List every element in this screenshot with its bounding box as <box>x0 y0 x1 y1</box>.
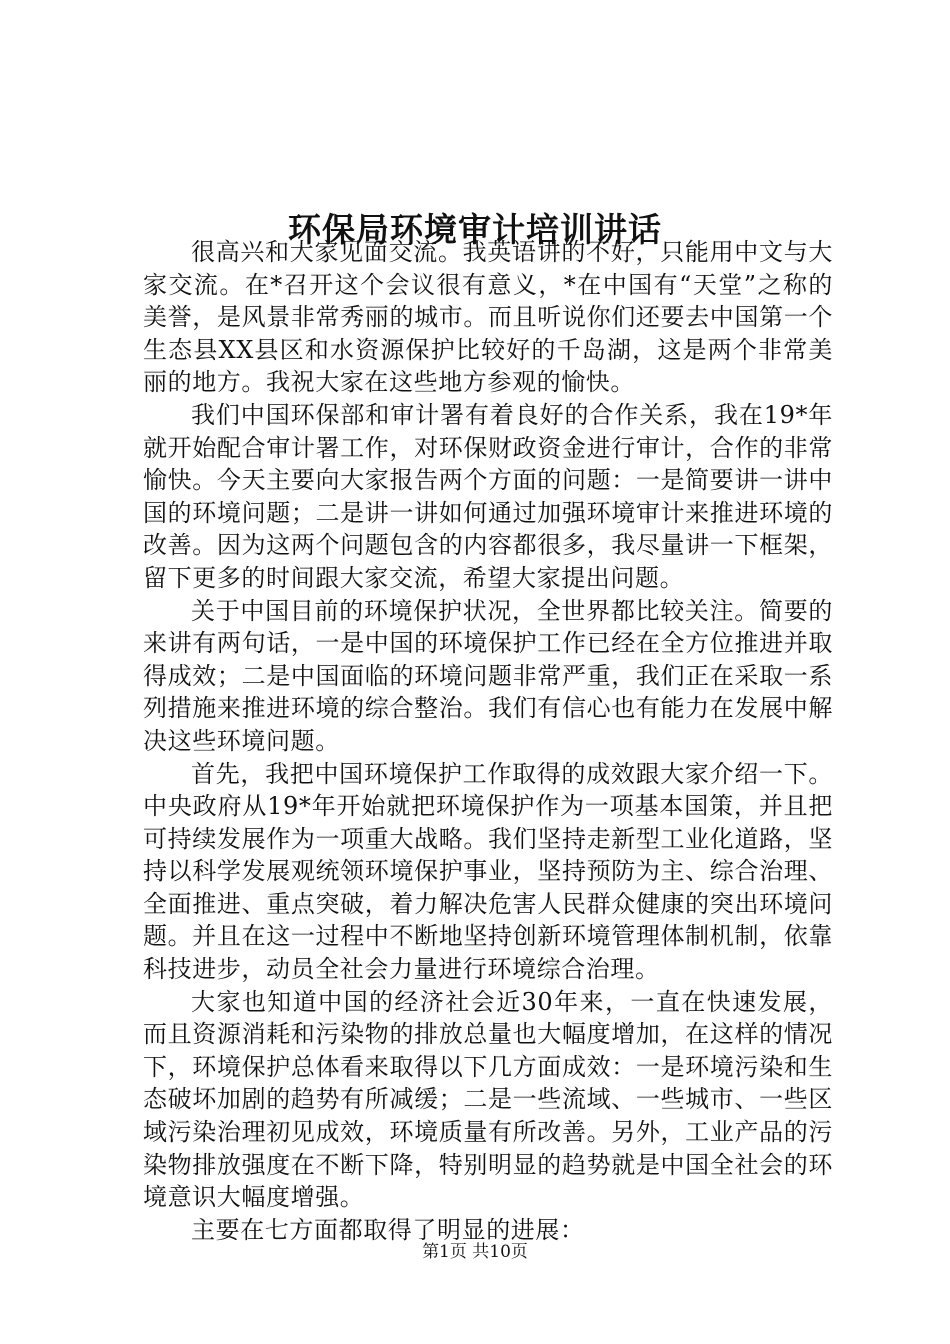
paragraph-5: 大家也知道中国的经济社会近30年来，一直在快速发展，而且资源消耗和污染物的排放总量也大幅度增加，在这样的情况下，环境保护总体看来取得以下几方面成效：一是环境污染和生态破坏加剧的趋势有所减缓；二是一些流域、一些城市、一些区域污染治理初见成效，环境质量有所改善。另外，工业产品的污染物排放强度在不断下降，特别明显的趋势就是中国全社会的环境意识大幅度增强。 <box>143 987 833 1212</box>
paragraph-2: 我们中国环保部和审计署有着良好的合作关系，我在19*年就开始配合审计署工作，对环保财政资金进行审计，合作的非常愉快。今天主要向大家报告两个方面的问题：一是简要讲一讲中国的环境问题；二是讲一讲如何通过加强环境审计来推进环境的改善。因为这两个问题包含的内容都很多，我尽量讲一下框架，留下更多的时间跟大家交流，希望大家提出问题。 <box>143 400 833 592</box>
paragraph-1: 很高兴和大家见面交流。我英语讲的不好，只能用中文与大家交流。在*召开这个会议很有意义，*在中国有“天堂”之称的美誉，是风景非常秀丽的城市。而且听说你们还要去中国第一个生态县XX县区和水资源保护比较好的千岛湖，这是两个非常美丽的地方。我祝大家在这些地方参观的愉快。 <box>143 238 833 397</box>
paragraph-3: 关于中国目前的环境保护状况，全世界都比较关注。简要的来讲有两句话，一是中国的环境保护工作已经在全方位推进并取得成效；二是中国面临的环境问题非常严重，我们正在采取一系列措施来推进环境的综合整治。我们有信心也有能力在发展中解决这些环境问题。 <box>143 596 833 755</box>
document-body <box>143 236 833 1246</box>
paragraph-4: 首先，我把中国环境保护工作取得的成效跟大家介绍一下。中央政府从19*年开始就把环境保护作为一项基本国策，并且把可持续发展作为一项重大战略。我们坚持走新型工业化道路，坚持以科学发展观统领环境保护事业，坚持预防为主、综合治理、全面推进、重点突破，着力解决危害人民群众健康的突出环境问题。并且在这一过程中不断地坚持创新环境管理体制机制，依靠科技进步，动员全社会力量进行环境综合治理。 <box>143 759 833 984</box>
document-title: 环保局环境审计培训讲话 <box>288 210 662 250</box>
paragraph-6: 主要在七方面都取得了明显的进展： <box>191 1215 585 1244</box>
page-number-footer: 第1页 共10页 <box>422 1242 528 1262</box>
